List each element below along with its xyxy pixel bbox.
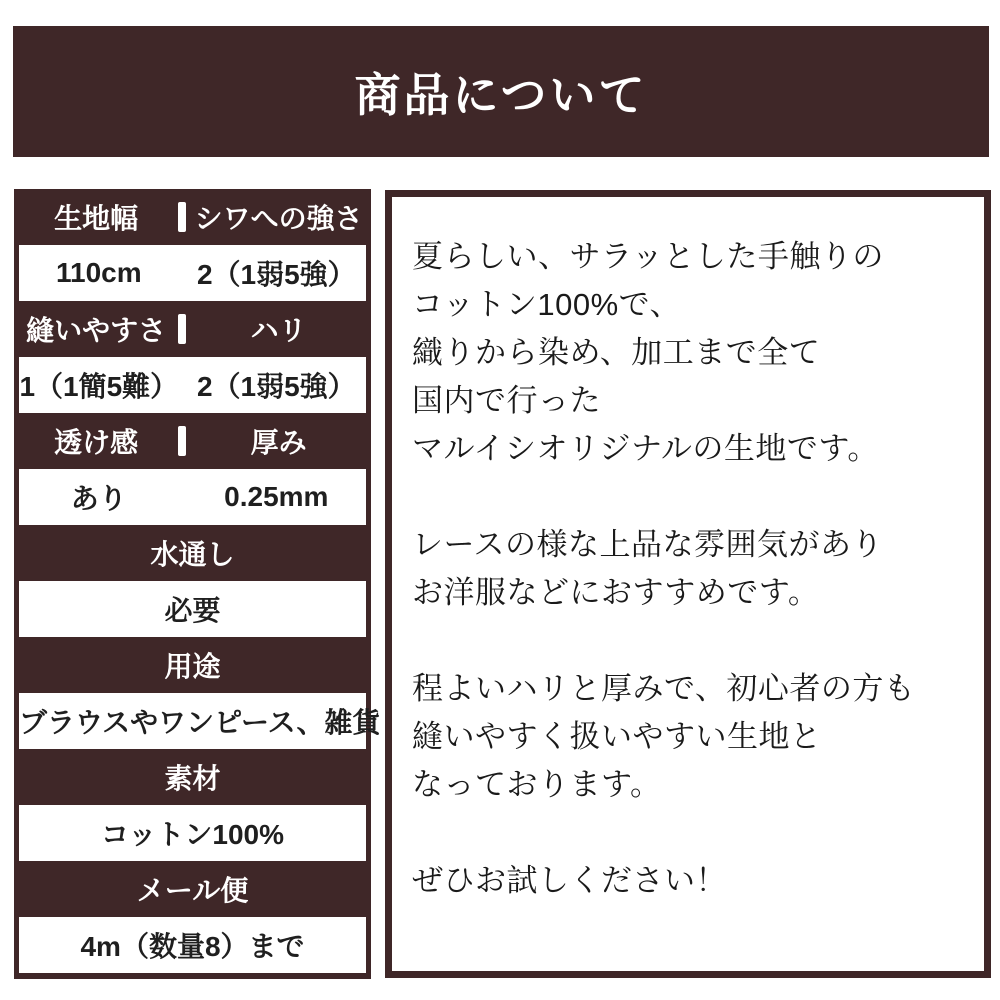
- spec-value: 2（1弱5強）: [196, 259, 356, 290]
- spec-table: [14, 189, 381, 979]
- description-line: コットン100%で、: [412, 287, 682, 322]
- column-divider-bar: [178, 314, 186, 344]
- spec-header-row-fabric-width-wrinkle: [14, 189, 371, 245]
- description-line: マルイシオリジナルの生地です。: [412, 431, 879, 466]
- spec-value-row-sewability-stiffness: [19, 357, 366, 413]
- column-divider-bar: [178, 426, 186, 456]
- spec-header-label: 用途: [164, 651, 221, 682]
- description-line: ぜひお試しください！: [412, 863, 727, 898]
- spec-header-label: 生地幅: [54, 203, 139, 234]
- spec-value-row-fabric-width-wrinkle: [19, 245, 366, 301]
- spec-value-row-sheerness-thickness: [19, 469, 366, 525]
- description-line: 織りから染め、加工まで全て: [412, 335, 821, 370]
- spec-value: 110cm: [55, 257, 142, 288]
- column-divider-spacer: [179, 482, 187, 512]
- column-divider-spacer: [179, 258, 187, 288]
- description-paragraph: [412, 857, 964, 905]
- spec-value: 0.25mm: [224, 481, 329, 512]
- page-title: 商品について: [354, 68, 648, 121]
- spec-header-label: メール便: [136, 875, 249, 906]
- spec-header-label: 素材: [164, 763, 221, 794]
- description-box: [385, 190, 991, 978]
- spec-value: 必要: [164, 595, 221, 626]
- description-line: 縫いやすく扱いやすい生地と: [412, 719, 822, 754]
- spec-value-row-uses: [19, 693, 381, 749]
- description-line: 程よいハリと厚みで、初心者の方も: [412, 671, 916, 706]
- spec-value: コットン100%: [100, 819, 285, 850]
- spec-header-row-mail-delivery: [14, 861, 371, 917]
- spec-header-label: 厚み: [250, 427, 307, 458]
- spec-value: ブラウスやワンピース、雑貨: [19, 707, 381, 738]
- description-line: 国内で行った: [412, 383, 601, 418]
- spec-header-row-water-rinse: [14, 525, 371, 581]
- description-line: お洋服などにおすすめです。: [412, 575, 820, 610]
- spec-header-label: 透け感: [54, 427, 139, 458]
- spec-value-row-material: [19, 805, 366, 861]
- spec-header-label: シワへの強さ: [194, 203, 363, 234]
- spec-header-row-material: [14, 749, 371, 805]
- spec-header-label: ハリ: [250, 315, 307, 346]
- spec-header-label: 水通し: [150, 539, 235, 570]
- description-line: 夏らしい、サラッとした手触りの: [412, 239, 884, 274]
- column-divider-bar: [178, 202, 186, 232]
- description-paragraph: [412, 665, 964, 809]
- description-line: レースの様な上品な雰囲気があり: [412, 527, 883, 562]
- spec-header-row-sewability-stiffness: [14, 301, 371, 357]
- spec-value-row-mail-delivery: [19, 917, 366, 973]
- page-title-bar: [13, 26, 989, 157]
- spec-value: 2（1弱5強）: [196, 371, 356, 402]
- spec-value-row-water-rinse: [19, 581, 366, 637]
- description-paragraph: [412, 521, 964, 617]
- spec-value: あり: [70, 483, 127, 514]
- spec-value: 1（1簡5難）: [19, 371, 179, 402]
- spec-header-row-sheerness-thickness: [14, 413, 371, 469]
- spec-header-label: 縫いやすさ: [26, 315, 167, 346]
- description-paragraph: [412, 233, 964, 473]
- spec-value: 4m（数量8）まで: [80, 931, 305, 962]
- description-line: なっております。: [412, 767, 662, 802]
- column-divider-spacer: [179, 370, 187, 400]
- spec-header-row-uses: [14, 637, 371, 693]
